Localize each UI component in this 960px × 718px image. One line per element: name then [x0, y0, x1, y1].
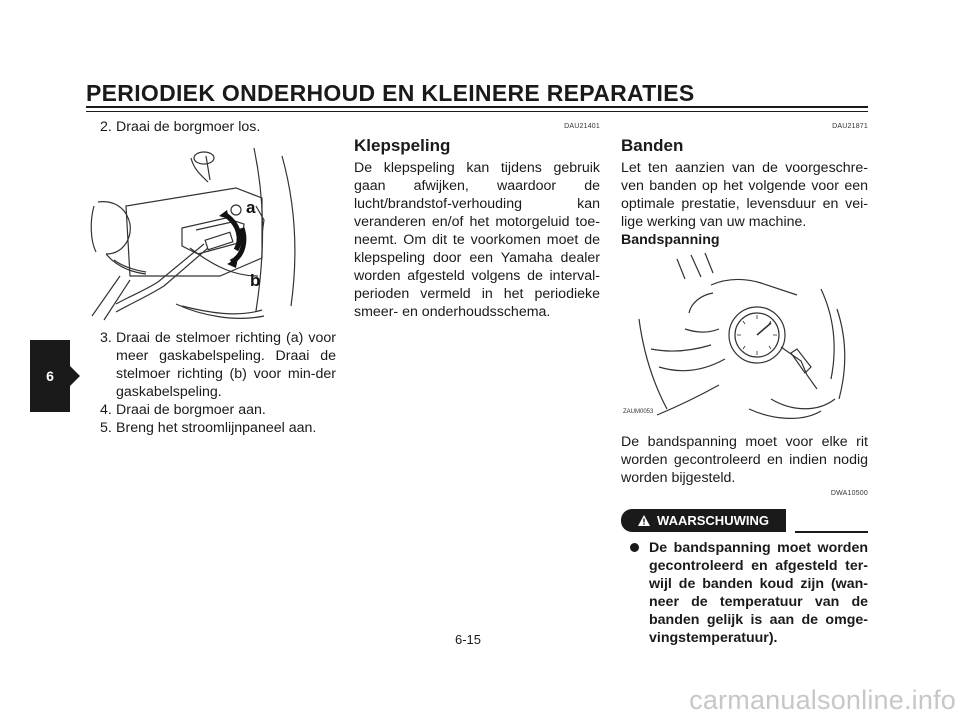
column-right	[621, 118, 868, 647]
header-rule-thin	[86, 111, 868, 112]
warning-triangle-icon	[638, 515, 650, 526]
chapter-tab: 6	[30, 340, 70, 412]
step-item	[86, 401, 336, 419]
tire-gauge-figure	[621, 249, 868, 429]
step-text: Breng het stroomlijnpaneel aan.	[116, 420, 317, 436]
step-number: 5.	[100, 420, 112, 436]
warning-box	[621, 509, 868, 535]
step-text: Draai de borgmoer aan.	[116, 402, 266, 418]
step-number: 3.	[100, 330, 112, 346]
page-number: 6-15	[455, 632, 482, 647]
section-heading-tires: Banden	[621, 136, 684, 155]
warning-rule	[795, 531, 868, 533]
figure-label-a: a	[246, 198, 256, 217]
column-middle	[354, 118, 600, 321]
warning-text: De bandspanning moet worden gecontroleerd en afgesteld ter-wijl de banden koud zijn (wan-neer de temperatuur van de banden gelijk is aan de omge-vingstemperatuur).	[649, 540, 868, 646]
figure-label-b: b	[250, 271, 261, 290]
tire-pressure-gauge-illustration	[621, 249, 868, 429]
step-text: Draai de borgmoer los.	[116, 119, 261, 135]
column-left	[86, 118, 336, 437]
paragraph: Let ten aanzien van de voorgeschre-ven banden op het volgende voor een optimale prestatie, levensduur en vei-lige werking van uw machine.	[621, 160, 868, 230]
step-text: Draai de stelmoer richting (a) voor meer gaskabelspeling. Draai de stelmoer richting (b) voor min-der gaskabelspeling.	[116, 330, 336, 400]
section-title: PERIODIEK ONDERHOUD EN KLEINERE REPARATIES	[86, 80, 695, 106]
paragraph: De bandspanning moet voor elke rit worden gecontroleerd en indien nodig worden bijgesteld.	[621, 434, 868, 486]
throttle-cable-adjuster-illustration	[86, 136, 336, 321]
reference-code: DWA10500	[830, 490, 868, 497]
step-list	[86, 329, 336, 437]
warning-label: WAARSCHUWING	[657, 512, 769, 528]
warning-item	[621, 539, 868, 647]
warning-list	[621, 539, 868, 647]
header-rule	[86, 106, 868, 108]
bullet-icon	[630, 543, 639, 552]
step-number: 4.	[100, 402, 112, 418]
reference-code: DAU21871	[832, 123, 868, 130]
subheading-tire-pressure: Bandspanning	[621, 232, 720, 248]
step-item	[86, 329, 336, 401]
step-item	[86, 118, 336, 136]
figure-code: ZAUM0053	[623, 409, 654, 415]
paragraph: De klepspeling kan tijdens gebruik gaan afwijken, waardoor de lucht/brandstof-verhouding kan veranderen en/of het motorgeluid toe-neemt. Om dit te voorkomen moet de klepspeling door een Yamaha dealer worden afgesteld volgens de interval-perioden vermeld in het periodieke smeer- en onderhoudsschema.	[354, 160, 600, 320]
warning-badge	[621, 509, 786, 532]
section-heading-valve-clearance: Klepspeling	[354, 136, 451, 155]
step-number: 2.	[100, 119, 112, 135]
reference-code: DAU21401	[564, 123, 600, 130]
step-item	[86, 419, 336, 437]
watermark: carmanualsonline.info	[689, 685, 956, 715]
